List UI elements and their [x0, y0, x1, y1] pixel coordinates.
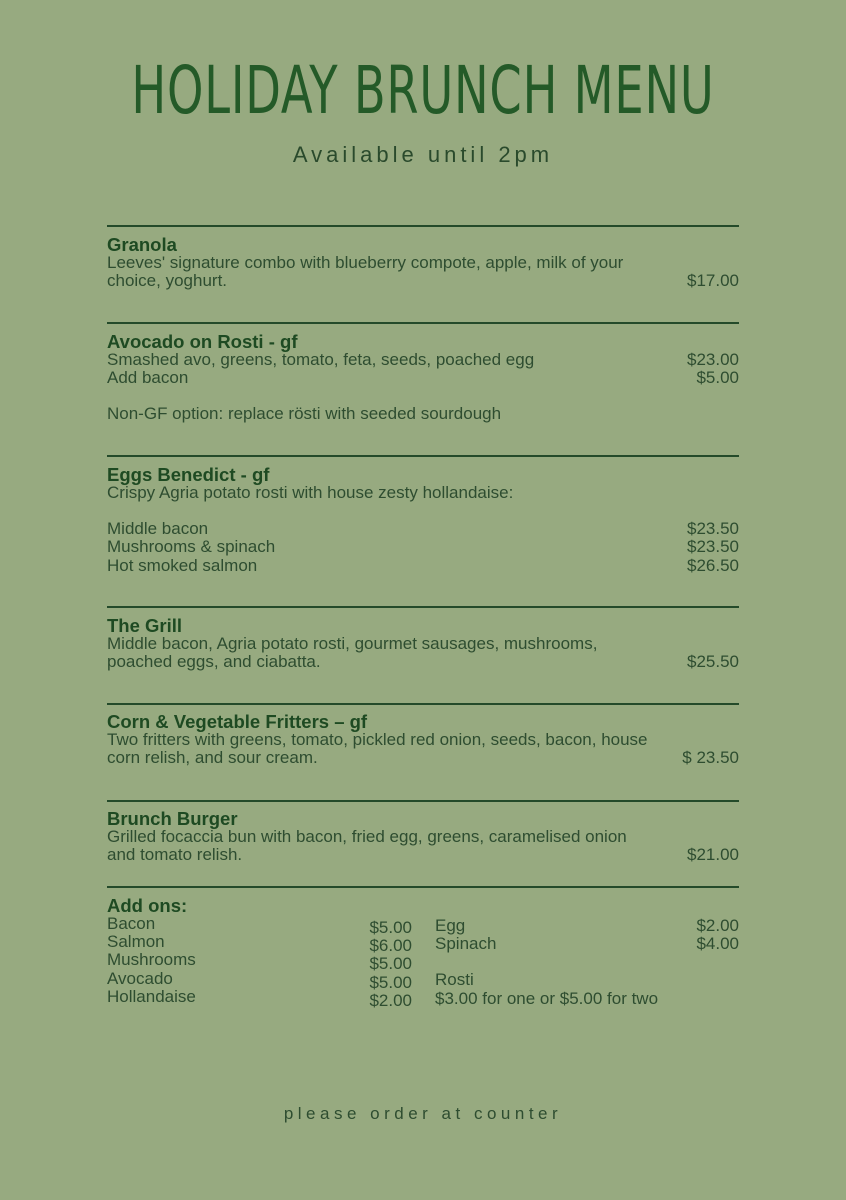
option-price: $23.50: [687, 537, 739, 557]
item-price: $21.00: [687, 845, 739, 865]
item-price: $17.00: [687, 271, 739, 291]
addon-price: $2.00: [369, 990, 412, 1010]
addon-price: $3.00 for one or $5.00 for two: [435, 988, 659, 1008]
section-granola: [107, 235, 739, 290]
addons-title-wrap: [107, 896, 739, 915]
addon-label: Avocado: [107, 968, 173, 988]
divider: [107, 322, 739, 324]
footer-note: please order at counter: [283, 1104, 563, 1123]
section-title: Brunch Burger: [107, 808, 238, 829]
addon-price: $5.00: [369, 972, 412, 992]
item-price: $23.00: [687, 350, 739, 369]
section-the-grill: [107, 616, 739, 671]
addon-price: $6.00: [369, 936, 412, 956]
item-description: Add bacon: [107, 368, 189, 388]
addon-price: $5.00: [369, 918, 412, 937]
addon-price: $4.00: [696, 934, 739, 954]
section-title: Granola: [107, 234, 177, 255]
list-item: [107, 932, 412, 956]
section-avocado-rosti: [107, 332, 739, 424]
option-label: Hot smoked salmon: [107, 555, 258, 575]
divider: [107, 455, 739, 457]
addon-price: $5.00: [369, 954, 412, 974]
item-note: Non-GF option: replace rösti with seeded sourdough: [107, 404, 502, 424]
addon-label: Egg: [435, 916, 466, 935]
section-fritters: [107, 712, 739, 767]
item-description: Two fritters with greens, tomato, pickled red onion, seeds, bacon, house: [107, 730, 648, 749]
item-description: choice, yoghurt.: [107, 271, 228, 291]
list-item: [107, 538, 739, 556]
list-item: [435, 990, 739, 1008]
addon-label: Spinach: [435, 934, 497, 954]
item-description: Leeves' signature combo with blueberry compote, apple, milk of your: [107, 253, 624, 272]
divider: [107, 703, 739, 705]
list-item: [107, 968, 412, 992]
list-item: [435, 971, 739, 989]
addons-title: Add ons:: [107, 895, 188, 916]
addon-label: Hollandaise: [107, 986, 196, 1006]
divider: [107, 800, 739, 802]
item-price: $5.00: [696, 368, 739, 388]
addon-label: Salmon: [107, 932, 165, 952]
section-title: The Grill: [107, 615, 183, 636]
divider: [107, 606, 739, 608]
list-item: [107, 950, 412, 974]
menu-subtitle: Available until 2pm: [292, 142, 554, 167]
item-price: $ 23.50: [682, 748, 739, 768]
addon-label: Bacon: [107, 914, 156, 933]
option-price: $23.50: [687, 519, 739, 539]
option-label: Mushrooms & spinach: [107, 537, 276, 557]
item-price: $25.50: [687, 652, 739, 672]
addons-left-column: [107, 914, 412, 1010]
divider: [107, 225, 739, 227]
addon-price: $2.00: [696, 916, 739, 935]
list-item: [107, 986, 412, 1010]
item-description: poached eggs, and ciabatta.: [107, 652, 321, 672]
section-title: Eggs Benedict - gf: [107, 464, 270, 485]
section-eggs-benedict: [107, 465, 739, 575]
list-item: [435, 917, 739, 935]
option-price: $26.50: [687, 555, 739, 575]
menu-title: HOLIDAY BRUNCH MENU: [131, 52, 715, 129]
list-item: [435, 935, 739, 953]
addons-right-column: [435, 917, 739, 1008]
section-title: Avocado on Rosti - gf: [107, 331, 298, 352]
list-item: [107, 520, 739, 538]
item-description: and tomato relish.: [107, 845, 243, 865]
item-description: Crispy Agria potato rosti with house zesty hollandaise:: [107, 483, 514, 502]
divider: [107, 886, 739, 888]
item-description: Middle bacon, Agria potato rosti, gourmet sausages, mushrooms,: [107, 634, 598, 653]
list-item: [107, 557, 739, 575]
section-title: Corn & Vegetable Fritters – gf: [107, 711, 368, 732]
item-description: Smashed avo, greens, tomato, feta, seeds, poached egg: [107, 350, 535, 369]
list-item: [107, 914, 412, 937]
section-brunch-burger: [107, 809, 739, 864]
addon-label: Mushrooms: [107, 950, 196, 970]
item-description: Grilled focaccia bun with bacon, fried egg, greens, caramelised onion: [107, 827, 627, 846]
item-description: corn relish, and sour cream.: [107, 748, 318, 768]
option-label: Middle bacon: [107, 519, 209, 539]
addon-label: Rosti: [435, 970, 474, 990]
